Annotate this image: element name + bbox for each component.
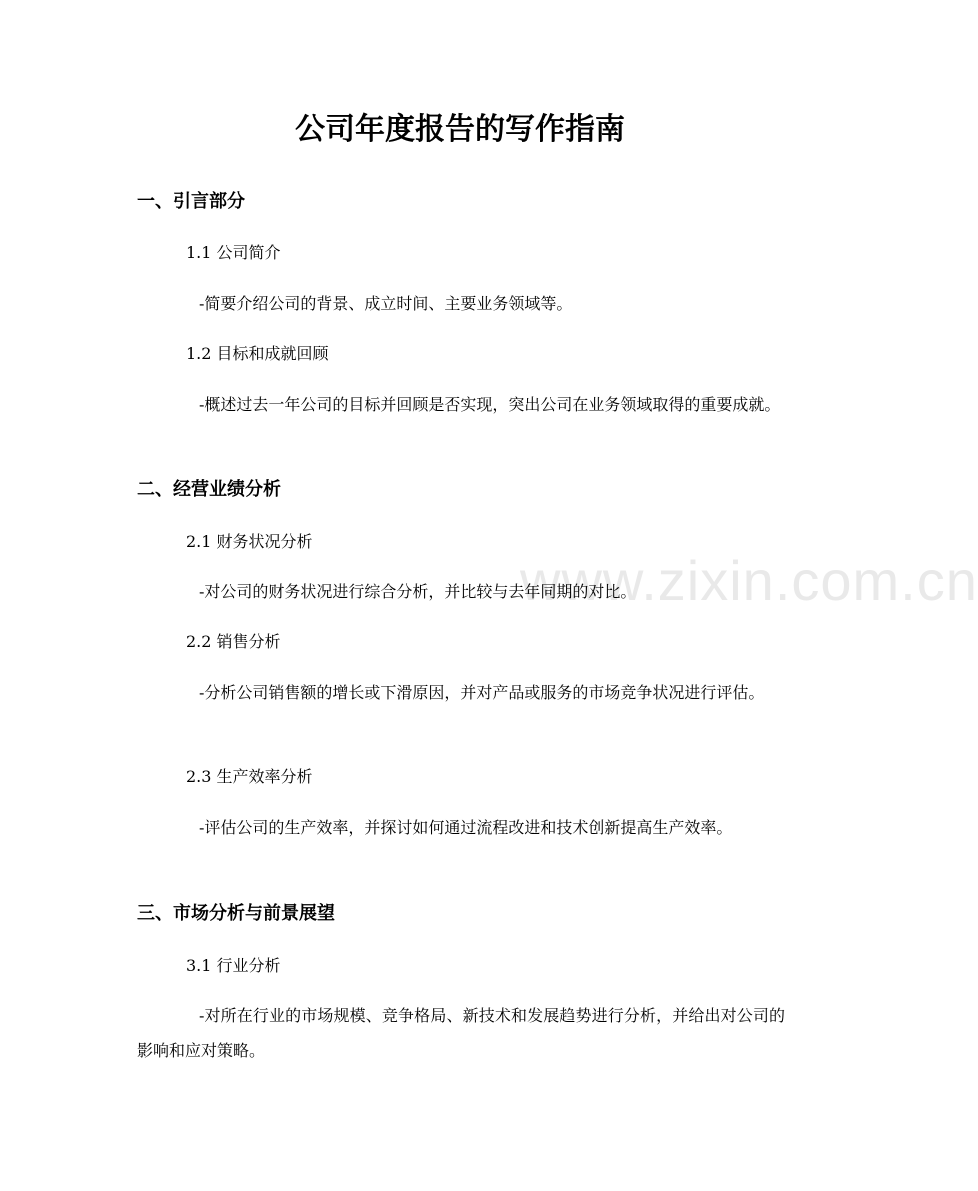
subsection-heading-1-1: 1.1 公司简介: [186, 243, 281, 262]
document-title: 公司年度报告的写作指南: [295, 112, 625, 147]
paragraph-2-1: -对公司的财务状况进行综合分析，并比较与去年同期的对比。: [199, 582, 637, 601]
paragraph-3-1: -对所在行业的市场规模、竞争格局、新技术和发展趋势进行分析，并给出对公司的影响和应对策略。: [137, 1006, 785, 1060]
paragraph-1-1: -简要介绍公司的背景、成立时间、主要业务领域等。: [199, 294, 573, 313]
subsection-heading-3-1: 3.1 行业分析: [186, 956, 281, 975]
subsection-heading-2-2: 2.2 销售分析: [186, 632, 281, 651]
subsection-heading-1-2: 1.2 目标和成就回顾: [186, 344, 329, 363]
paragraph-2-3: -评估公司的生产效率，并探讨如何通过流程改进和技术创新提高生产效率。: [199, 818, 733, 837]
section-heading-3: 三、市场分析与前景展望: [137, 903, 335, 924]
watermark: www.zixin.com.cn: [520, 549, 978, 612]
section-heading-2: 二、经营业绩分析: [137, 479, 281, 500]
section-heading-1: 一、引言部分: [137, 191, 245, 212]
paragraph-1-2: -概述过去一年公司的目标并回顾是否实现，突出公司在业务领域取得的重要成就。: [199, 395, 781, 414]
paragraph-2-2: -分析公司销售额的增长或下滑原因，并对产品或服务的市场竞争状况进行评估。: [199, 683, 765, 702]
subsection-heading-2-1: 2.1 财务状况分析: [186, 532, 313, 551]
subsection-heading-2-3: 2.3 生产效率分析: [186, 767, 313, 786]
